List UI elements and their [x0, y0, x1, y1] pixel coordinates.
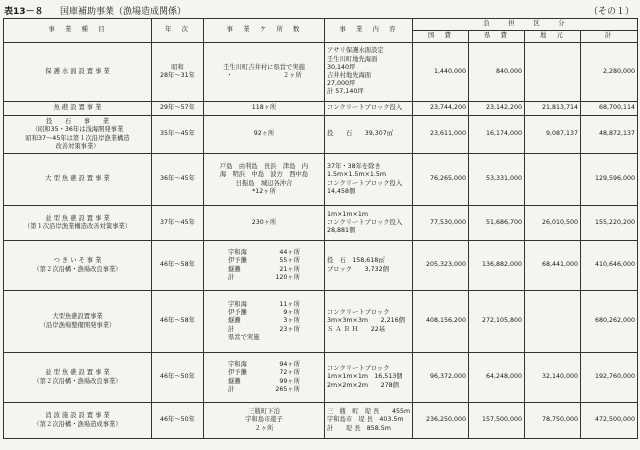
cell-total: 680,262,000 [581, 291, 638, 353]
cell-total: 68,700,114 [581, 102, 638, 116]
location-item [206, 369, 322, 377]
location-count: 11ヶ所 [279, 301, 300, 309]
cell-prefecture: 51,686,700 [469, 206, 525, 241]
cell-category [4, 241, 152, 291]
cell-line: 並 型 魚 礁 設 置 事 業 [45, 214, 110, 222]
cell-line: ２ヶ所 [254, 424, 274, 432]
cell-year [152, 353, 204, 403]
cell-national: 23,611,000 [413, 116, 469, 154]
location-count: 99ヶ所 [279, 377, 300, 385]
cell-line: （第２次沿構・漁場造成事業） [33, 420, 122, 428]
location-item [206, 309, 322, 317]
cell-year [152, 102, 204, 116]
cell-line: 230ヶ所 [251, 218, 277, 226]
col-prefecture: 県 費 [469, 31, 525, 43]
table-row [4, 43, 638, 102]
cell-total: 192,760,000 [581, 353, 638, 403]
table-subtitle: 国庫補助事業（漁場造成関係） [60, 7, 187, 17]
cell-line: 3m×3m×3m 2,216個 [327, 317, 405, 325]
subsidy-table [3, 18, 638, 439]
table-row [4, 102, 638, 116]
cell-line: 29年～57年 [160, 104, 195, 112]
cell-line: 36年～45年 [160, 175, 195, 183]
col-burden: 負 担 区 分 [413, 19, 638, 31]
cell-total: 410,646,000 [581, 241, 638, 291]
location-item [206, 257, 322, 265]
cell-line: 1.5m×1.5m×1.5m [327, 171, 386, 179]
cell-line: 大 型 魚 礁 設 置 事 業 [45, 175, 110, 183]
cell-content [325, 116, 413, 154]
cell-national: 96,372,000 [413, 353, 469, 403]
cell-line: 計 堤 長 858.5m [327, 424, 391, 432]
cell-prefecture: 16,174,000 [469, 116, 525, 154]
location-area: 宇和海 [228, 361, 247, 369]
cell-line: 吉井村地先海面 [327, 72, 372, 79]
cell-category [4, 116, 152, 154]
cell-local [525, 154, 581, 206]
cell-location [204, 403, 325, 439]
location-item [206, 386, 322, 394]
cell-year [152, 291, 204, 353]
cell-total: 2,280,000 [581, 43, 638, 102]
cell-location [204, 353, 325, 403]
col-total: 計 [581, 31, 638, 43]
location-count: 94ヶ所 [279, 361, 300, 369]
cell-line: 改善対策事業） [55, 142, 100, 150]
cell-prefecture: 64,248,000 [469, 353, 525, 403]
table-row [4, 206, 638, 241]
cell-line: 37年・38年を除き [327, 163, 381, 171]
cell-line: コンクリートブロック投入 [327, 104, 403, 112]
cell-line: 魚 礁 設 置 事 業 [53, 104, 102, 112]
cell-total: 155,220,200 [581, 206, 638, 241]
location-count: 3ヶ所 [283, 317, 300, 325]
cell-line: 14,458個 [327, 187, 356, 195]
table-row [4, 291, 638, 353]
cell-line: 28,881個 [327, 227, 356, 235]
location-item [206, 326, 322, 334]
col-category: 事 業 種 目 [4, 19, 152, 43]
cell-location [204, 241, 325, 291]
cell-line: 三 瓶 町 堤 長 455m [327, 408, 411, 416]
location-item [206, 274, 322, 282]
cell-line: コンクリートブロック投入 [327, 218, 403, 226]
cell-national: 76,265,000 [413, 154, 469, 206]
cell-national: 23,744,200 [413, 102, 469, 116]
page-note: （その１） [588, 7, 634, 17]
cell-content [325, 291, 413, 353]
cell-national: 236,250,000 [413, 403, 469, 439]
location-count: 23ヶ所 [279, 325, 300, 333]
cell-line: Ｓ Ａ Ｂ Ｈ 22基 [327, 325, 386, 333]
cell-category [4, 291, 152, 353]
cell-line: 日振島 城辺各沖合 [235, 179, 293, 187]
location-area: 伊予灘 [228, 257, 247, 265]
location-item [206, 266, 322, 274]
cell-line: 壬生川町地先海面 [327, 55, 378, 63]
cell-line: （第２次沿構・漁場改良事業） [33, 265, 122, 273]
cell-line: （第１次沿岸漁業構造改善対策事業） [23, 223, 132, 230]
cell-line: 海 明浜 中島 波方 西中島 [219, 171, 309, 179]
cell-total: 129,596,000 [581, 154, 638, 206]
location-area: 燧灘 [228, 317, 241, 325]
cell-year [152, 403, 204, 439]
cell-line: 1m×1m×1m 16,513個 [327, 373, 403, 381]
location-area: 県営で実施 [228, 333, 260, 341]
location-count: 55ヶ所 [279, 257, 300, 265]
cell-line: 28年～31年 [160, 72, 195, 79]
cell-content [325, 206, 413, 241]
cell-line: 46年～58年 [160, 317, 195, 325]
cell-category [4, 353, 152, 403]
cell-location [204, 291, 325, 353]
location-item [206, 249, 322, 257]
cell-line: 37年～45年 [160, 218, 195, 226]
table-number: 表13－８ [4, 7, 44, 17]
col-national: 国 費 [413, 31, 469, 43]
cell-prefecture: 23,142,200 [469, 102, 525, 116]
location-item [206, 361, 322, 369]
col-local: 地 元 [525, 31, 581, 43]
cell-line: 昭和 [171, 63, 184, 71]
cell-total: 48,872,137 [581, 116, 638, 154]
location-area: 伊予灘 [228, 369, 247, 377]
location-area: 燧灘 [228, 377, 241, 385]
col-content: 事 業 内 容 [325, 19, 413, 43]
cell-line: （第２次沿構・漁場改良事業） [33, 377, 122, 385]
cell-year [152, 116, 204, 154]
table-row [4, 154, 638, 206]
cell-prefecture: 272,105,800 [469, 291, 525, 353]
cell-category [4, 154, 152, 206]
cell-line: 計 57,140坪 [327, 88, 364, 96]
cell-line: 118ヶ所 [251, 104, 277, 112]
cell-prefecture: 840,000 [469, 43, 525, 102]
cell-line: 大型魚礁設置事業 [52, 313, 103, 321]
cell-local: 32,140,000 [525, 353, 581, 403]
cell-content [325, 353, 413, 403]
cell-local [525, 291, 581, 353]
cell-location [204, 102, 325, 116]
cell-line: 三瓶町下泊 [248, 408, 280, 416]
cell-line: 35年～45年 [160, 130, 195, 138]
cell-content [325, 154, 413, 206]
cell-local: 26,010,500 [525, 206, 581, 241]
cell-line: 昭和37～45年は第１次沿岸漁業構造 [25, 134, 130, 142]
cell-local [525, 43, 581, 102]
cell-line: 1m×1m×1m [327, 210, 368, 218]
cell-line: （沿岸漁場整備開発事業） [39, 321, 116, 329]
table-row [4, 116, 638, 154]
location-count: 265ヶ所 [275, 385, 300, 393]
cell-line: 宇和島市遊子 [245, 416, 283, 424]
table-row [4, 353, 638, 403]
cell-content [325, 102, 413, 116]
cell-location [204, 206, 325, 241]
cell-line: 46年～58年 [160, 261, 195, 269]
cell-category [4, 43, 152, 102]
location-item [206, 378, 322, 386]
cell-category [4, 206, 152, 241]
cell-national: 408,156,200 [413, 291, 469, 353]
cell-local: 68,441,000 [525, 241, 581, 291]
cell-line: 戸島 由利島 長浜 津島 内 [219, 163, 309, 171]
location-count: 44ヶ所 [279, 249, 300, 257]
table-row [4, 403, 638, 439]
cell-line: 保 護 水 面 設 置 事 業 [45, 67, 110, 75]
cell-line: 投 石 158,618㎥ [327, 257, 385, 265]
cell-national: 205,323,000 [413, 241, 469, 291]
cell-year [152, 154, 204, 206]
location-count: 9ヶ所 [283, 309, 300, 317]
table-row [4, 241, 638, 291]
cell-year [152, 241, 204, 291]
cell-line: 宇和島市 堤 長 403.5m [327, 416, 404, 424]
cell-local: 78,750,000 [525, 403, 581, 439]
cell-line: 投 石 39,307㎥ [327, 130, 394, 138]
cell-line: アサリ保護水面設定 [327, 47, 384, 55]
cell-national: 1,440,000 [413, 43, 469, 102]
cell-location [204, 116, 325, 154]
cell-prefecture: 157,500,000 [469, 403, 525, 439]
location-area: 宇和海 [228, 249, 247, 257]
cell-local: 21,813,714 [525, 102, 581, 116]
cell-national: 77,530,000 [413, 206, 469, 241]
location-count: 120ヶ所 [275, 273, 300, 281]
cell-year [152, 206, 204, 241]
cell-line: *12ヶ所 [252, 187, 276, 195]
col-year: 年 次 [152, 19, 204, 43]
cell-line: 46年～50年 [160, 373, 195, 381]
cell-line: 46年～50年 [160, 416, 195, 424]
location-area: 宇和海 [228, 301, 247, 309]
cell-location [204, 154, 325, 206]
cell-prefecture: 136,882,000 [469, 241, 525, 291]
cell-line: コンクリートブロック投入 [327, 179, 403, 187]
location-area: 計 [228, 385, 235, 393]
cell-category [4, 403, 152, 439]
cell-content [325, 43, 413, 102]
location-count: 21ヶ所 [279, 265, 300, 273]
cell-line: 消 波 施 設 設 置 事 業 [45, 412, 110, 420]
cell-line: 投 石 事 業 [46, 118, 109, 126]
location-count: 72ヶ所 [279, 369, 300, 377]
cell-prefecture: 53,331,000 [469, 154, 525, 206]
location-area: 伊予灘 [228, 309, 247, 317]
cell-line: 並 型 魚 礁 設 置 事 業 [45, 369, 110, 377]
cell-content [325, 403, 413, 439]
cell-line: 壬生川町吉井村に県営で実施 [223, 63, 305, 71]
cell-line: コンクリートブロック [327, 309, 390, 317]
cell-total: 472,500,000 [581, 403, 638, 439]
cell-category [4, 102, 152, 116]
location-item [206, 334, 322, 342]
location-area: 計 [228, 273, 235, 281]
cell-line: ・ ２ヶ所 [226, 72, 302, 79]
location-area: 計 [228, 325, 235, 333]
cell-local: 9,087,137 [525, 116, 581, 154]
table-header [4, 4, 636, 18]
cell-line: （昭和35・36年は浅海開発事業 [31, 126, 124, 134]
cell-line: 27,000坪 [327, 80, 356, 88]
cell-year [152, 43, 204, 102]
cell-line: 30,140坪 [327, 63, 356, 71]
location-item [206, 317, 322, 325]
col-location: 事 業 ケ 所 数 [204, 19, 325, 43]
cell-line: つ き い そ 事 業 [53, 257, 102, 265]
cell-content [325, 241, 413, 291]
cell-location [204, 43, 325, 102]
cell-line: 2m×2m×2m 278個 [327, 381, 399, 389]
location-item [206, 301, 322, 309]
cell-line: ブロック 3,732個 [327, 265, 389, 273]
cell-line: コンクリートブロック [327, 365, 390, 373]
cell-line: 92ヶ所 [253, 130, 275, 138]
location-area: 燧灘 [228, 265, 241, 273]
